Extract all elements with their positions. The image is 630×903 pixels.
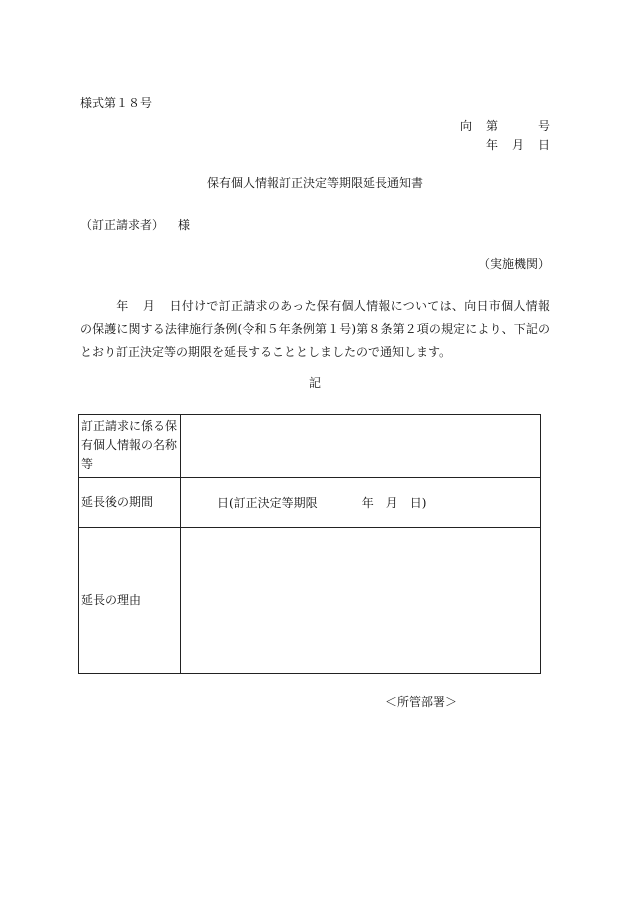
issuer: （実施機関） — [477, 257, 550, 271]
extended-period-label: 延長後の期間 — [79, 478, 181, 528]
recipient-honorific: 様 — [178, 218, 191, 232]
period-prefix: 日(訂正決定等期限 — [217, 496, 318, 510]
period-day: 日) — [409, 496, 427, 510]
period-year: 年 — [361, 496, 374, 510]
body-paragraph — [80, 295, 550, 364]
doc-date-year: 年 — [485, 138, 498, 152]
document-number — [460, 120, 550, 132]
detail-table — [78, 414, 541, 674]
period-month: 月 — [385, 496, 398, 510]
table-row-extension-reason — [79, 528, 541, 674]
doc-number-dai: 第 — [485, 119, 498, 133]
info-name-label: 訂正請求に係る保有個人情報の名称等 — [79, 415, 181, 478]
department: ＜所管部署＞ — [385, 695, 458, 709]
body-month: 月 — [142, 299, 156, 313]
form-number: 様式第１８号 — [80, 96, 153, 110]
table-row-info-name — [79, 415, 541, 478]
document-title: 保有個人情報訂正決定等期限延長通知書 — [206, 176, 423, 190]
document-date — [486, 139, 550, 151]
body-text: 日付けで訂正請求のあった保有個人情報については、向日市個人情報の保護に関する法律施行条例(令和５年条例第１号)第８条第２項の規定により、下記のとおり訂正決定等の期限を延長することとしましたので通知します。 — [80, 299, 550, 359]
doc-number-place: 向 — [459, 119, 472, 133]
table-row-extended-period — [79, 478, 541, 528]
doc-number-go: 号 — [537, 119, 550, 133]
extension-reason-label: 延長の理由 — [79, 528, 181, 674]
recipient-name: （訂正請求者） — [80, 218, 165, 232]
info-name-value — [181, 415, 541, 478]
ki-heading: 記 — [308, 376, 321, 390]
extension-reason-value — [181, 528, 541, 674]
extended-period-value — [181, 478, 541, 528]
doc-date-month: 月 — [511, 138, 524, 152]
recipient — [80, 219, 190, 231]
doc-date-day: 日 — [537, 138, 550, 152]
body-year: 年 — [116, 299, 129, 313]
